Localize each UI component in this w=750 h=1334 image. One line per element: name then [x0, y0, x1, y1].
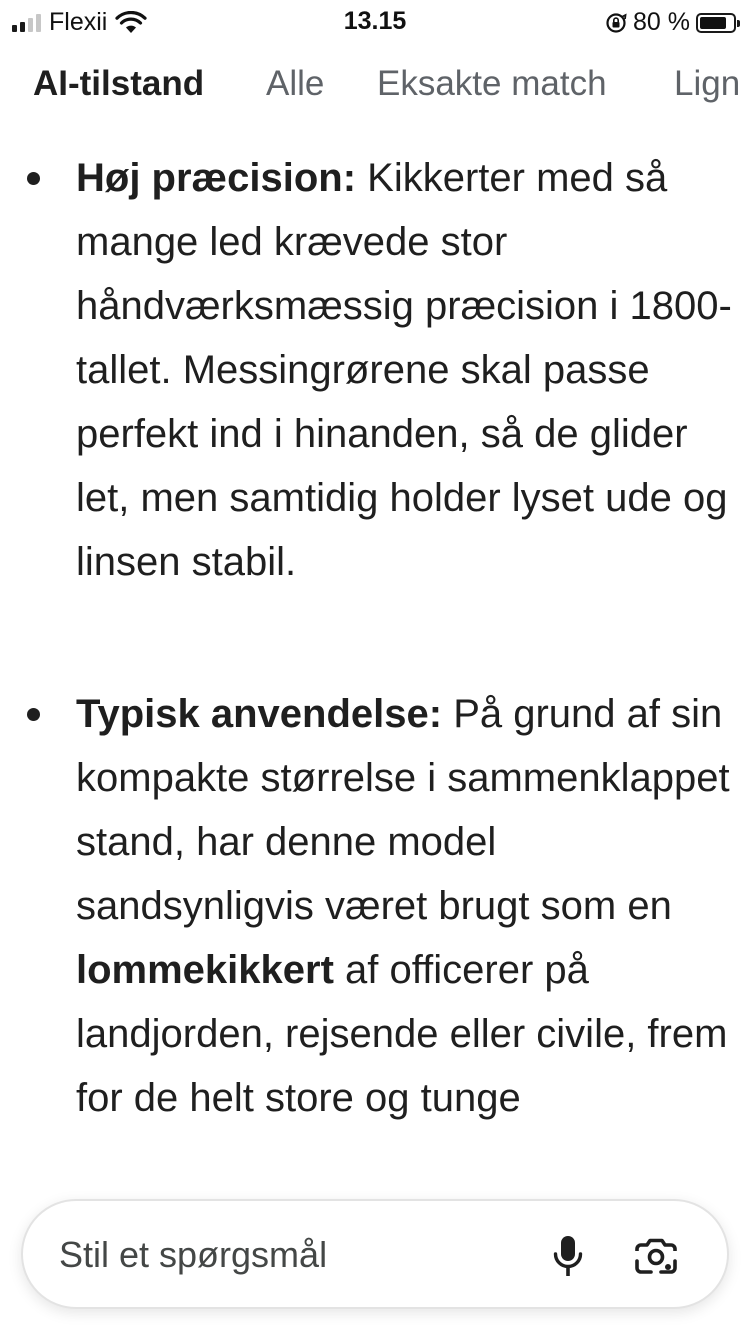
tab-exact-match[interactable]: Eksakte match	[377, 64, 607, 103]
google-lens-icon[interactable]	[634, 1234, 678, 1278]
rotation-lock-icon	[605, 12, 627, 34]
ask-question-input[interactable]	[59, 1229, 499, 1281]
tab-ai-mode[interactable]: AI-tilstand	[33, 64, 205, 103]
bullet-term: Høj præcision:	[76, 156, 357, 200]
battery-percent: 80 %	[633, 8, 690, 36]
bullet-term: Typisk anvendelse:	[76, 692, 443, 736]
bullet-text: af officerer på landjorden, rejsende eller civile, frem for de helt store og tunge	[76, 948, 728, 1120]
bullet-text: Kikkerter med så mange led krævede stor håndværksmæssig præcision i 1800-tallet. Messingrørene skal passe perfekt ind i hinanden, så de glider let, men samtidig holder lyset ude og linsen stabil.	[76, 156, 732, 584]
bullet-text: På grund af sin kompakte størrelse i sammenklappet stand, har denne model sandsynligvis været brugt som en	[76, 692, 730, 928]
search-mode-tabs	[0, 60, 750, 120]
bullet-icon	[27, 172, 40, 185]
status-time: 13.15	[343, 7, 407, 35]
carrier-name: Flexii	[49, 8, 108, 36]
status-right	[605, 8, 736, 37]
ask-question-bar	[21, 1199, 729, 1309]
ai-answer-content	[0, 146, 750, 1216]
tab-similar[interactable]: Lign	[674, 64, 741, 103]
bullet-icon	[27, 708, 40, 721]
battery-level	[700, 17, 726, 29]
microphone-icon[interactable]	[546, 1234, 590, 1278]
list-item	[0, 682, 750, 1130]
list-item	[0, 146, 750, 594]
bullet-emphasis: lommekikkert	[76, 948, 334, 992]
battery-icon	[696, 13, 736, 33]
status-bar	[0, 0, 750, 44]
tab-all[interactable]: Alle	[266, 64, 325, 103]
